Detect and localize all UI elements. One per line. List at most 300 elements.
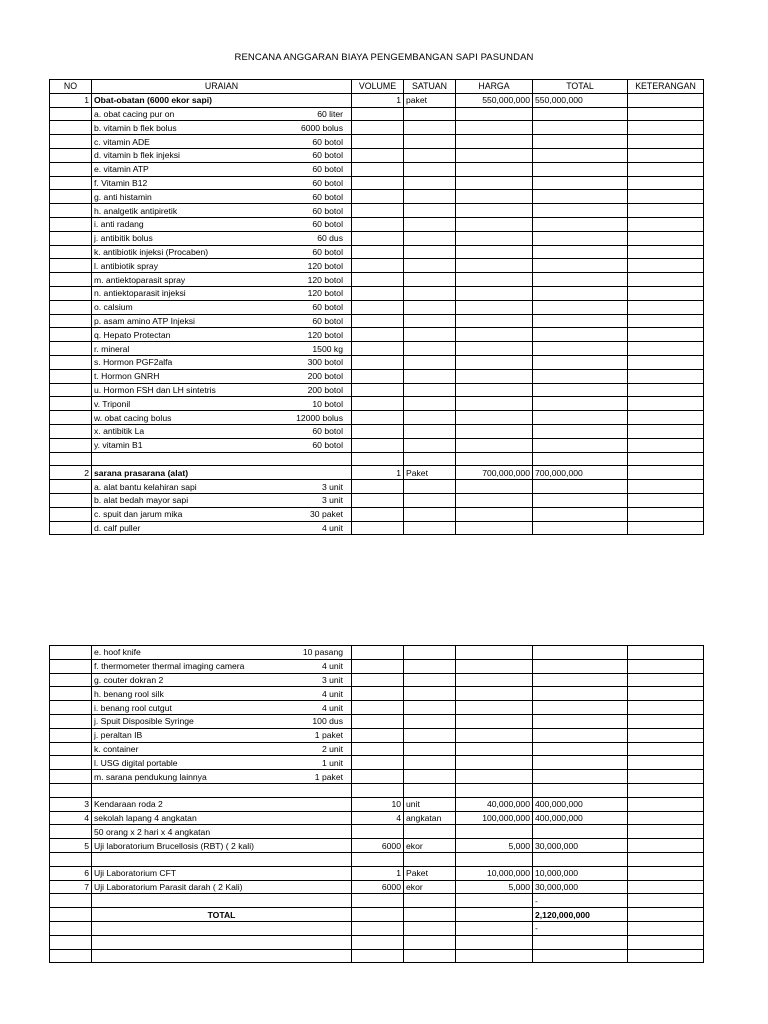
item-cell bbox=[92, 148, 352, 162]
item-cell bbox=[92, 231, 352, 245]
item-row bbox=[50, 217, 704, 231]
cell-volume bbox=[352, 135, 404, 149]
item-row bbox=[50, 204, 704, 218]
cell-total bbox=[533, 493, 628, 507]
item-row bbox=[50, 397, 704, 411]
cell-keterangan bbox=[628, 397, 704, 411]
section-name: Kendaraan roda 2 bbox=[92, 797, 352, 811]
item-quantity: 1 unit bbox=[321, 757, 343, 768]
cell-total bbox=[533, 935, 628, 949]
section-harga: 700,000,000 bbox=[456, 466, 533, 480]
cell-harga bbox=[456, 714, 533, 728]
cell-volume bbox=[352, 355, 404, 369]
item-cell bbox=[92, 728, 352, 742]
cell-volume bbox=[352, 728, 404, 742]
cell-satuan bbox=[404, 728, 456, 742]
cell-keterangan bbox=[628, 107, 704, 121]
cell-harga bbox=[456, 728, 533, 742]
cell-total bbox=[533, 217, 628, 231]
cell-total bbox=[533, 148, 628, 162]
item-name: n. antiektoparasit injeksi bbox=[94, 288, 186, 299]
cell-keterangan bbox=[628, 452, 704, 466]
cell-no bbox=[50, 701, 92, 715]
cell-no bbox=[50, 107, 92, 121]
cell-no bbox=[50, 493, 92, 507]
section-harga bbox=[456, 825, 533, 839]
item-quantity: 200 botol bbox=[307, 384, 343, 395]
cell-volume bbox=[352, 438, 404, 452]
item-name: s. Hormon PGF2alfa bbox=[94, 357, 173, 368]
item-quantity: 1500 kg bbox=[312, 343, 343, 354]
section-total bbox=[533, 825, 628, 839]
cell-total bbox=[533, 949, 628, 963]
cell-total bbox=[533, 438, 628, 452]
item-cell bbox=[92, 107, 352, 121]
cell-total bbox=[533, 701, 628, 715]
cell-keterangan bbox=[628, 424, 704, 438]
item-name: d. vitamin b flek injeksi bbox=[94, 150, 180, 161]
cell-volume bbox=[352, 783, 404, 797]
item-cell bbox=[92, 355, 352, 369]
cell-satuan bbox=[404, 121, 456, 135]
item-row bbox=[50, 687, 704, 701]
cell-total bbox=[533, 176, 628, 190]
item-name: u. Hormon FSH dan LH sintetris bbox=[94, 384, 216, 395]
cell-harga bbox=[456, 383, 533, 397]
cell-keterangan bbox=[628, 355, 704, 369]
section-satuan: Paket bbox=[404, 466, 456, 480]
cell-satuan bbox=[404, 286, 456, 300]
cell-satuan bbox=[404, 190, 456, 204]
cell-satuan bbox=[404, 273, 456, 287]
item-name: m. sarana pendukung lainnya bbox=[94, 771, 207, 782]
item-cell bbox=[92, 480, 352, 494]
item-name: k. antibiotik injeksi (Procaben) bbox=[94, 246, 209, 257]
item-quantity: 60 botol bbox=[312, 426, 343, 437]
cell-satuan bbox=[404, 162, 456, 176]
cell-total bbox=[533, 397, 628, 411]
item-cell bbox=[92, 383, 352, 397]
item-name: m. antiektoparasit spray bbox=[94, 274, 186, 285]
cell-no bbox=[50, 231, 92, 245]
cell-keterangan bbox=[628, 701, 704, 715]
cell-keterangan bbox=[628, 273, 704, 287]
item-row bbox=[50, 646, 704, 660]
item-row bbox=[50, 701, 704, 715]
cell-no bbox=[50, 204, 92, 218]
cell-total bbox=[533, 852, 628, 866]
cell-total bbox=[533, 286, 628, 300]
cell-keterangan bbox=[628, 783, 704, 797]
item-name: j. peraltan IB bbox=[94, 730, 143, 741]
item-row bbox=[50, 369, 704, 383]
cell-harga bbox=[456, 204, 533, 218]
item-quantity: 3 unit bbox=[321, 674, 343, 685]
cell-total bbox=[533, 742, 628, 756]
cell-keterangan bbox=[628, 646, 704, 660]
cell-no bbox=[50, 286, 92, 300]
item-name: h. benang rool silk bbox=[94, 688, 164, 699]
cell-satuan bbox=[404, 231, 456, 245]
cell-no bbox=[50, 328, 92, 342]
item-cell bbox=[92, 135, 352, 149]
item-quantity: 60 liter bbox=[317, 108, 343, 119]
cell-satuan bbox=[404, 176, 456, 190]
item-row bbox=[50, 273, 704, 287]
item-quantity: 60 botol bbox=[312, 205, 343, 216]
item-row bbox=[50, 424, 704, 438]
cell-harga bbox=[456, 908, 533, 922]
section-number: 2 bbox=[50, 466, 92, 480]
cell-harga bbox=[456, 217, 533, 231]
item-row bbox=[50, 728, 704, 742]
item-quantity: 60 botol bbox=[312, 164, 343, 175]
item-name: a. alat bantu kelahiran sapi bbox=[94, 481, 197, 492]
cell-volume bbox=[352, 300, 404, 314]
item-name: d. calf puller bbox=[94, 522, 141, 533]
cell-total bbox=[533, 728, 628, 742]
cell-harga bbox=[456, 921, 533, 935]
cell-satuan bbox=[404, 714, 456, 728]
item-cell bbox=[92, 204, 352, 218]
cell-volume bbox=[352, 480, 404, 494]
section-satuan: ekor bbox=[404, 880, 456, 894]
cell-total bbox=[533, 300, 628, 314]
cell-volume bbox=[352, 328, 404, 342]
item-name: e. vitamin ATP bbox=[94, 164, 149, 175]
section-total: 700,000,000 bbox=[533, 466, 628, 480]
cell-no bbox=[50, 673, 92, 687]
cell-no bbox=[50, 121, 92, 135]
dash-row bbox=[50, 894, 704, 908]
cell-no bbox=[50, 894, 92, 908]
section-number: 1 bbox=[50, 93, 92, 107]
cell-no bbox=[50, 507, 92, 521]
cell-keterangan bbox=[628, 162, 704, 176]
item-name: g. couter dokran 2 bbox=[94, 674, 164, 685]
total-value: 2,120,000,000 bbox=[533, 908, 628, 922]
budget-table-page-1 bbox=[49, 79, 704, 535]
cell-uraian bbox=[92, 935, 352, 949]
section-satuan: unit bbox=[404, 797, 456, 811]
cell-keterangan bbox=[628, 231, 704, 245]
cell-total bbox=[533, 424, 628, 438]
cell-satuan bbox=[404, 245, 456, 259]
item-quantity: 60 botol bbox=[312, 191, 343, 202]
header-uraian: URAIAN bbox=[92, 80, 352, 94]
section-number: 4 bbox=[50, 811, 92, 825]
cell-harga bbox=[456, 286, 533, 300]
item-name: f. thermometer thermal imaging camera bbox=[94, 661, 245, 672]
section-keterangan bbox=[628, 93, 704, 107]
cell-keterangan bbox=[628, 908, 704, 922]
cell-harga bbox=[456, 245, 533, 259]
item-row bbox=[50, 383, 704, 397]
item-name: y. vitamin B1 bbox=[94, 440, 143, 451]
section-name: Uji Laboratorium Parasit darah ( 2 Kali) bbox=[92, 880, 352, 894]
cell-harga bbox=[456, 176, 533, 190]
section-volume: 1 bbox=[352, 866, 404, 880]
cell-total bbox=[533, 273, 628, 287]
cell-satuan bbox=[404, 949, 456, 963]
cell-no bbox=[50, 355, 92, 369]
cell-harga bbox=[456, 756, 533, 770]
cell-satuan bbox=[404, 894, 456, 908]
cell-harga bbox=[456, 162, 533, 176]
cell-keterangan bbox=[628, 259, 704, 273]
item-quantity: 60 botol bbox=[312, 246, 343, 257]
item-cell bbox=[92, 714, 352, 728]
item-name: b. alat bedah mayor sapi bbox=[94, 495, 189, 506]
cell-keterangan bbox=[628, 286, 704, 300]
section-keterangan bbox=[628, 797, 704, 811]
cell-keterangan bbox=[628, 217, 704, 231]
cell-volume bbox=[352, 701, 404, 715]
cell-keterangan bbox=[628, 659, 704, 673]
section-name: sekolah lapang 4 angkatan bbox=[92, 811, 352, 825]
item-row bbox=[50, 770, 704, 784]
cell-volume bbox=[352, 742, 404, 756]
item-cell bbox=[92, 438, 352, 452]
cell-keterangan bbox=[628, 411, 704, 425]
item-cell bbox=[92, 742, 352, 756]
cell-harga bbox=[456, 480, 533, 494]
cell-total bbox=[533, 714, 628, 728]
cell-satuan bbox=[404, 783, 456, 797]
cell-no bbox=[50, 908, 92, 922]
cell-volume bbox=[352, 507, 404, 521]
item-cell bbox=[92, 687, 352, 701]
cell-keterangan bbox=[628, 135, 704, 149]
item-name: c. vitamin ADE bbox=[94, 136, 150, 147]
cell-total bbox=[533, 646, 628, 660]
header-row bbox=[50, 80, 704, 94]
cell-no bbox=[50, 148, 92, 162]
cell-harga bbox=[456, 369, 533, 383]
cell-volume bbox=[352, 756, 404, 770]
cell-satuan bbox=[404, 908, 456, 922]
item-name: t. Hormon GNRH bbox=[94, 371, 160, 382]
cell-no bbox=[50, 480, 92, 494]
item-cell bbox=[92, 673, 352, 687]
cell-total bbox=[533, 507, 628, 521]
cell-keterangan bbox=[628, 921, 704, 935]
cell-volume bbox=[352, 521, 404, 535]
cell-satuan bbox=[404, 424, 456, 438]
item-cell bbox=[92, 397, 352, 411]
empty-row bbox=[50, 852, 704, 866]
cell-keterangan bbox=[628, 300, 704, 314]
item-row bbox=[50, 480, 704, 494]
cell-uraian bbox=[92, 452, 352, 466]
cell-no bbox=[50, 176, 92, 190]
cell-satuan bbox=[404, 507, 456, 521]
item-name: h. analgetik antipiretik bbox=[94, 205, 178, 216]
cell-no bbox=[50, 162, 92, 176]
cell-no bbox=[50, 273, 92, 287]
cell-satuan bbox=[404, 659, 456, 673]
cell-harga bbox=[456, 507, 533, 521]
section-harga: 100,000,000 bbox=[456, 811, 533, 825]
cell-no bbox=[50, 852, 92, 866]
cell-no bbox=[50, 714, 92, 728]
cell-uraian bbox=[92, 894, 352, 908]
item-name: k. container bbox=[94, 743, 139, 754]
cell-harga bbox=[456, 259, 533, 273]
cell-no bbox=[50, 245, 92, 259]
item-cell bbox=[92, 659, 352, 673]
item-quantity: 4 unit bbox=[321, 702, 343, 713]
cell-total bbox=[533, 121, 628, 135]
cell-total bbox=[533, 204, 628, 218]
item-quantity: 120 botol bbox=[307, 260, 343, 271]
cell-harga bbox=[456, 397, 533, 411]
section-total: 550,000,000 bbox=[533, 93, 628, 107]
section-volume: 6000 bbox=[352, 839, 404, 853]
item-quantity: 120 botol bbox=[307, 288, 343, 299]
section-name: Uji laboratorium Brucellosis (RBT) ( 2 kali) bbox=[92, 839, 352, 853]
section-volume bbox=[352, 825, 404, 839]
cell-no bbox=[50, 300, 92, 314]
cell-satuan bbox=[404, 148, 456, 162]
cell-total bbox=[533, 783, 628, 797]
cell-keterangan bbox=[628, 314, 704, 328]
cell-total bbox=[533, 314, 628, 328]
section-satuan: ekor bbox=[404, 839, 456, 853]
item-quantity: 10 botol bbox=[312, 398, 343, 409]
item-cell bbox=[92, 701, 352, 715]
cell-keterangan bbox=[628, 673, 704, 687]
section-keterangan bbox=[628, 839, 704, 853]
item-row bbox=[50, 176, 704, 190]
section-keterangan bbox=[628, 811, 704, 825]
cell-harga bbox=[456, 852, 533, 866]
cell-satuan bbox=[404, 314, 456, 328]
item-name: v. Triponil bbox=[94, 398, 131, 409]
cell-no bbox=[50, 411, 92, 425]
cell-total bbox=[533, 411, 628, 425]
item-quantity: 3 unit bbox=[321, 481, 343, 492]
cell-volume bbox=[352, 369, 404, 383]
empty-row bbox=[50, 452, 704, 466]
item-quantity: 120 botol bbox=[307, 329, 343, 340]
cell-volume bbox=[352, 935, 404, 949]
cell-harga bbox=[456, 231, 533, 245]
item-row bbox=[50, 673, 704, 687]
item-quantity: 30 paket bbox=[310, 509, 343, 520]
item-quantity: 60 botol bbox=[312, 219, 343, 230]
cell-harga bbox=[456, 742, 533, 756]
cell-volume bbox=[352, 493, 404, 507]
cell-no bbox=[50, 424, 92, 438]
item-row bbox=[50, 135, 704, 149]
cell-total bbox=[533, 383, 628, 397]
item-row bbox=[50, 438, 704, 452]
dash-row bbox=[50, 921, 704, 935]
cell-keterangan bbox=[628, 493, 704, 507]
cell-satuan bbox=[404, 452, 456, 466]
cell-keterangan bbox=[628, 770, 704, 784]
cell-total bbox=[533, 756, 628, 770]
cell-volume bbox=[352, 852, 404, 866]
item-cell bbox=[92, 770, 352, 784]
cell-satuan bbox=[404, 687, 456, 701]
cell-satuan bbox=[404, 355, 456, 369]
item-quantity: 12000 bolus bbox=[296, 412, 343, 423]
item-quantity: 4 unit bbox=[321, 661, 343, 672]
cell-volume bbox=[352, 714, 404, 728]
item-name: e. hoof knife bbox=[94, 647, 141, 658]
cell-no bbox=[50, 452, 92, 466]
section-total: 400,000,000 bbox=[533, 811, 628, 825]
cell-harga bbox=[456, 107, 533, 121]
item-name: j. Spuit Disposible Syringe bbox=[94, 716, 194, 727]
cell-total bbox=[533, 659, 628, 673]
cell-keterangan bbox=[628, 245, 704, 259]
item-row bbox=[50, 521, 704, 535]
cell-volume bbox=[352, 908, 404, 922]
cell-keterangan bbox=[628, 935, 704, 949]
cell-harga bbox=[456, 673, 533, 687]
dash-cell: - bbox=[533, 894, 628, 908]
item-quantity: 120 botol bbox=[307, 274, 343, 285]
item-row bbox=[50, 493, 704, 507]
cell-harga bbox=[456, 659, 533, 673]
cell-volume bbox=[352, 314, 404, 328]
cell-volume bbox=[352, 673, 404, 687]
section-row bbox=[50, 825, 704, 839]
cell-no bbox=[50, 742, 92, 756]
item-quantity: 300 botol bbox=[307, 357, 343, 368]
item-cell bbox=[92, 259, 352, 273]
section-harga: 40,000,000 bbox=[456, 797, 533, 811]
section-row bbox=[50, 839, 704, 853]
cell-no bbox=[50, 770, 92, 784]
item-name: c. spuit dan jarum mika bbox=[94, 509, 183, 520]
cell-total bbox=[533, 355, 628, 369]
item-row bbox=[50, 300, 704, 314]
item-cell bbox=[92, 424, 352, 438]
cell-total bbox=[533, 190, 628, 204]
cell-total bbox=[533, 480, 628, 494]
total-label: TOTAL bbox=[92, 908, 352, 922]
header-satuan: SATUAN bbox=[404, 80, 456, 94]
item-quantity: 60 botol bbox=[312, 177, 343, 188]
cell-volume bbox=[352, 342, 404, 356]
item-name: o. calsium bbox=[94, 302, 133, 313]
section-satuan: angkatan bbox=[404, 811, 456, 825]
item-quantity: 60 botol bbox=[312, 315, 343, 326]
cell-satuan bbox=[404, 742, 456, 756]
item-name: q. Hepato Protectan bbox=[94, 329, 171, 340]
item-cell bbox=[92, 162, 352, 176]
cell-satuan bbox=[404, 411, 456, 425]
cell-no bbox=[50, 135, 92, 149]
cell-total bbox=[533, 259, 628, 273]
cell-volume bbox=[352, 259, 404, 273]
item-cell bbox=[92, 342, 352, 356]
item-quantity: 6000 bolus bbox=[300, 122, 343, 133]
header-keterangan: KETERANGAN bbox=[628, 80, 704, 94]
section-number: 5 bbox=[50, 839, 92, 853]
cell-harga bbox=[456, 300, 533, 314]
item-name: g. anti histamin bbox=[94, 191, 152, 202]
section-number: 3 bbox=[50, 797, 92, 811]
cell-satuan bbox=[404, 217, 456, 231]
cell-keterangan bbox=[628, 507, 704, 521]
cell-harga bbox=[456, 355, 533, 369]
cell-satuan bbox=[404, 383, 456, 397]
